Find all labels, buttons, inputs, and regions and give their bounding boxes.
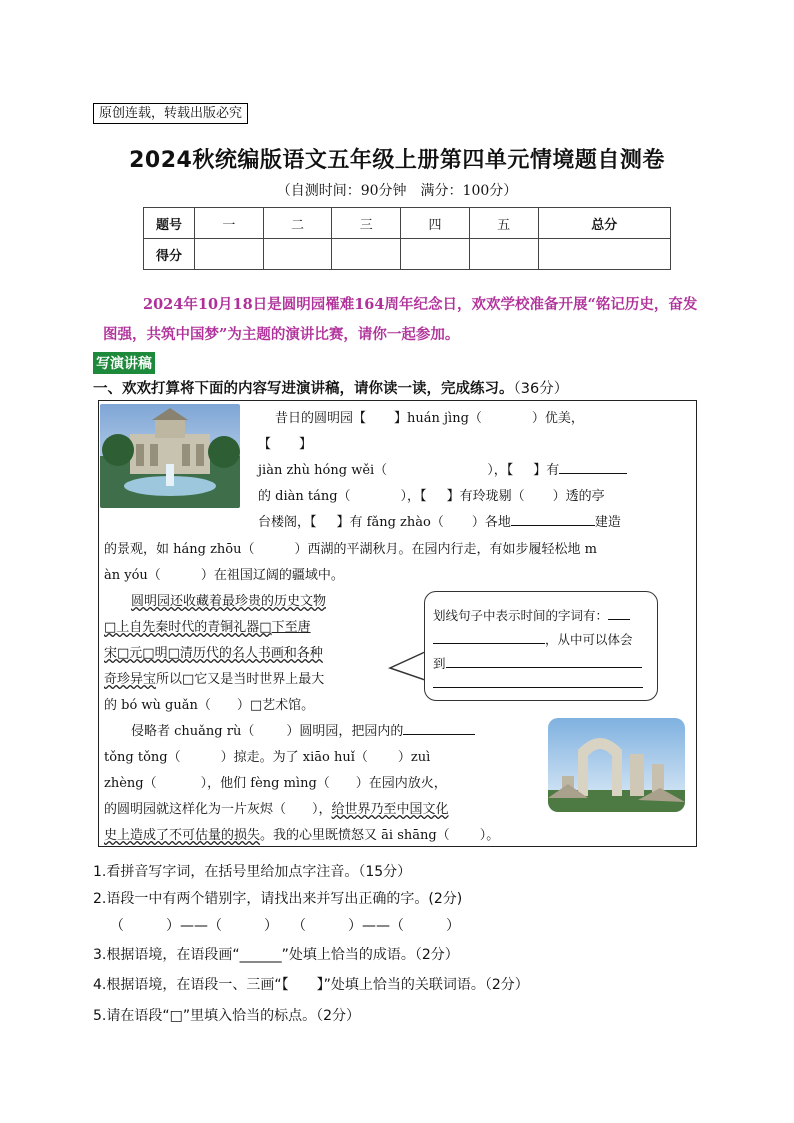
- passage-line: [104, 772, 447, 791]
- passage-line: [104, 538, 597, 557]
- passage-line: [104, 746, 430, 765]
- passage-text: 圆明园还收藏着最珍贵的历史文物: [131, 594, 327, 609]
- score-cell[interactable]: [263, 239, 332, 270]
- passage-text: ）掠走。为了 xiāo huǐ（: [220, 750, 368, 765]
- passage-text: ）透的亭: [552, 489, 605, 504]
- answer-row[interactable]: （ ）——（ ） （ ）——（ ）: [110, 918, 460, 934]
- passage-line: [104, 564, 344, 583]
- passage-text: 侵略者 chuǎng rù（: [131, 724, 255, 739]
- passage-text: 】有玲珑剔（: [446, 489, 525, 504]
- score-table: [143, 207, 671, 270]
- answer-blank[interactable]: [433, 631, 545, 644]
- passage-text: ）圆明园，把园内的: [286, 724, 404, 739]
- callout-text: 到: [433, 656, 446, 671]
- passage-text: zhèng（: [104, 776, 157, 791]
- passage-text: 所以□它又是当时世界上最大: [156, 672, 325, 687]
- table-cell: 得分: [144, 239, 195, 270]
- question-item: 5.请在语段“□”里填入恰当的标点。（2分）: [93, 1008, 360, 1024]
- passage-text: 】huán jìng（: [394, 411, 482, 426]
- passage-text: ）西湖的平湖秋月。在园内行走，有如步履轻松地 m: [294, 542, 597, 557]
- callout-text: 划线句子中表示时间的字词有：: [433, 608, 609, 623]
- passage-text: ）各地: [471, 515, 511, 530]
- passage-text: ），他们 fèng mìng（: [200, 776, 330, 791]
- passage-line: [104, 642, 323, 661]
- callout-line: [433, 630, 633, 648]
- passage-text: ）在园内放火，: [355, 776, 447, 791]
- passage-text: 。我的心里既愤怒又 āi shāng（: [260, 828, 450, 843]
- question-1-heading: [93, 377, 568, 398]
- blank-line[interactable]: [403, 722, 475, 735]
- passage-text: ），: [312, 802, 332, 817]
- question-item: 2.语段一中有两个错别字，请找出来并写出正确的字。(2分): [93, 891, 463, 907]
- passage-text: 】有: [533, 463, 560, 478]
- passage-line: [104, 616, 311, 635]
- table-cell: 总分: [538, 208, 670, 239]
- question-item: 3.根据语境，在语段画“______”处填上恰当的成语。（2分）: [93, 947, 459, 963]
- score-cell[interactable]: [401, 239, 470, 270]
- passage-line: [131, 720, 475, 739]
- passage-text: ）。: [479, 828, 500, 843]
- score-cell[interactable]: [469, 239, 538, 270]
- passage-line: [275, 407, 584, 426]
- intro-paragraph: 2024年10月18日是圆明园罹难164周年纪念日，欢欢学校准备开展“铭记历史，奋发图强，共筑中国梦”为主题的演讲比赛，请你一起参加。: [103, 296, 698, 343]
- passage-text: 【: [258, 437, 272, 452]
- passage-text: 昔日的圆明园【: [275, 411, 367, 426]
- passage-line: [258, 459, 627, 478]
- answer-blank[interactable]: [608, 607, 630, 620]
- passage-text: 的 bó wù guǎn（ ）□艺术馆。: [104, 698, 315, 713]
- passage-text: ）zuì: [397, 750, 431, 765]
- answer-blank[interactable]: [433, 679, 643, 688]
- passage-line: [104, 824, 499, 843]
- passage-text: 下至唐: [271, 620, 311, 635]
- blank-line[interactable]: [559, 461, 627, 474]
- score-cell[interactable]: [195, 239, 264, 270]
- passage-text: 的景观，如 háng zhōu（: [104, 542, 255, 557]
- callout-line: [433, 676, 643, 691]
- table-cell: 三: [332, 208, 401, 239]
- question-1-text: 一、欢欢打算将下面的内容写进演讲稿，请你读一读，完成练习。: [93, 381, 514, 397]
- passage-text: tǒng tǒng（: [104, 750, 181, 765]
- blank-line[interactable]: [511, 513, 595, 526]
- passage-line: [258, 485, 605, 504]
- score-cell[interactable]: [538, 239, 670, 270]
- passage-text: 奇珍异宝: [104, 672, 157, 687]
- passage-text: 】: [299, 437, 313, 452]
- passage-text: ），【: [400, 489, 427, 504]
- passage-text: ），【: [487, 463, 514, 478]
- answer-blank[interactable]: [446, 655, 642, 668]
- yuanmingyuan-ruins-image: [548, 718, 685, 812]
- callout-bubble: [424, 591, 658, 701]
- passage-text: ）优美，: [531, 411, 584, 426]
- score-table-score-row: [144, 239, 671, 270]
- callout-line: [433, 606, 630, 624]
- question-item: 1.看拼音写字词，在括号里给加点字注音。（15分）: [93, 864, 412, 880]
- copyright-stamp: 原创连载，转载出版必究: [93, 103, 248, 124]
- passage-line: [258, 511, 621, 530]
- passage-line: [258, 433, 312, 452]
- table-cell: 五: [469, 208, 538, 239]
- table-cell: 二: [263, 208, 332, 239]
- passage-line: [131, 590, 326, 609]
- passage-text: 给世界乃至中国文化: [331, 802, 449, 817]
- callout-tail: [388, 648, 428, 688]
- passage-text: 台楼阁，【: [258, 515, 317, 530]
- score-cell[interactable]: [332, 239, 401, 270]
- passage-text: 的 diàn táng（: [258, 489, 351, 504]
- score-table-header-row: [144, 208, 671, 239]
- table-cell: 四: [401, 208, 470, 239]
- passage-text: 史上造成了不可估量的损失: [104, 828, 261, 843]
- section-tag: 写演讲稿: [93, 352, 155, 374]
- table-cell: 题号: [144, 208, 195, 239]
- passage-line: [104, 668, 324, 687]
- passage-text: 建造: [594, 515, 621, 530]
- passage-text: 宋□元□明□清历代的名人书画和各种: [104, 646, 323, 661]
- callout-line: [433, 654, 642, 672]
- exam-subtitle: （自测时间：90分钟 满分：100分）: [276, 183, 518, 199]
- callout-text: ，从中可以体会: [545, 632, 633, 647]
- table-cell: 一: [195, 208, 264, 239]
- passage-text: 】有 fǎng zhào（: [336, 515, 444, 530]
- passage-text: 的圆明园就这样化为一片灰烬（: [104, 802, 287, 817]
- passage-line: [104, 798, 449, 817]
- yuanmingyuan-palace-image: [100, 404, 240, 508]
- passage-line: [104, 694, 314, 713]
- passage-text: àn yóu（: [104, 568, 161, 583]
- passage-text: □上自先秦时代的青铜礼器□: [104, 620, 272, 635]
- passage-text: ）在祖国辽阔的疆域中。: [200, 568, 344, 583]
- question-1-score: （36分）: [513, 381, 569, 397]
- question-item: 4.根据语境，在语段一、三画“【 】”处填上恰当的关联词语。（2分）: [93, 977, 529, 993]
- page-title: 2024秋统编版语文五年级上册第四单元情境题自测卷: [129, 148, 665, 173]
- passage-text: jiàn zhù hóng wěi（: [258, 463, 388, 478]
